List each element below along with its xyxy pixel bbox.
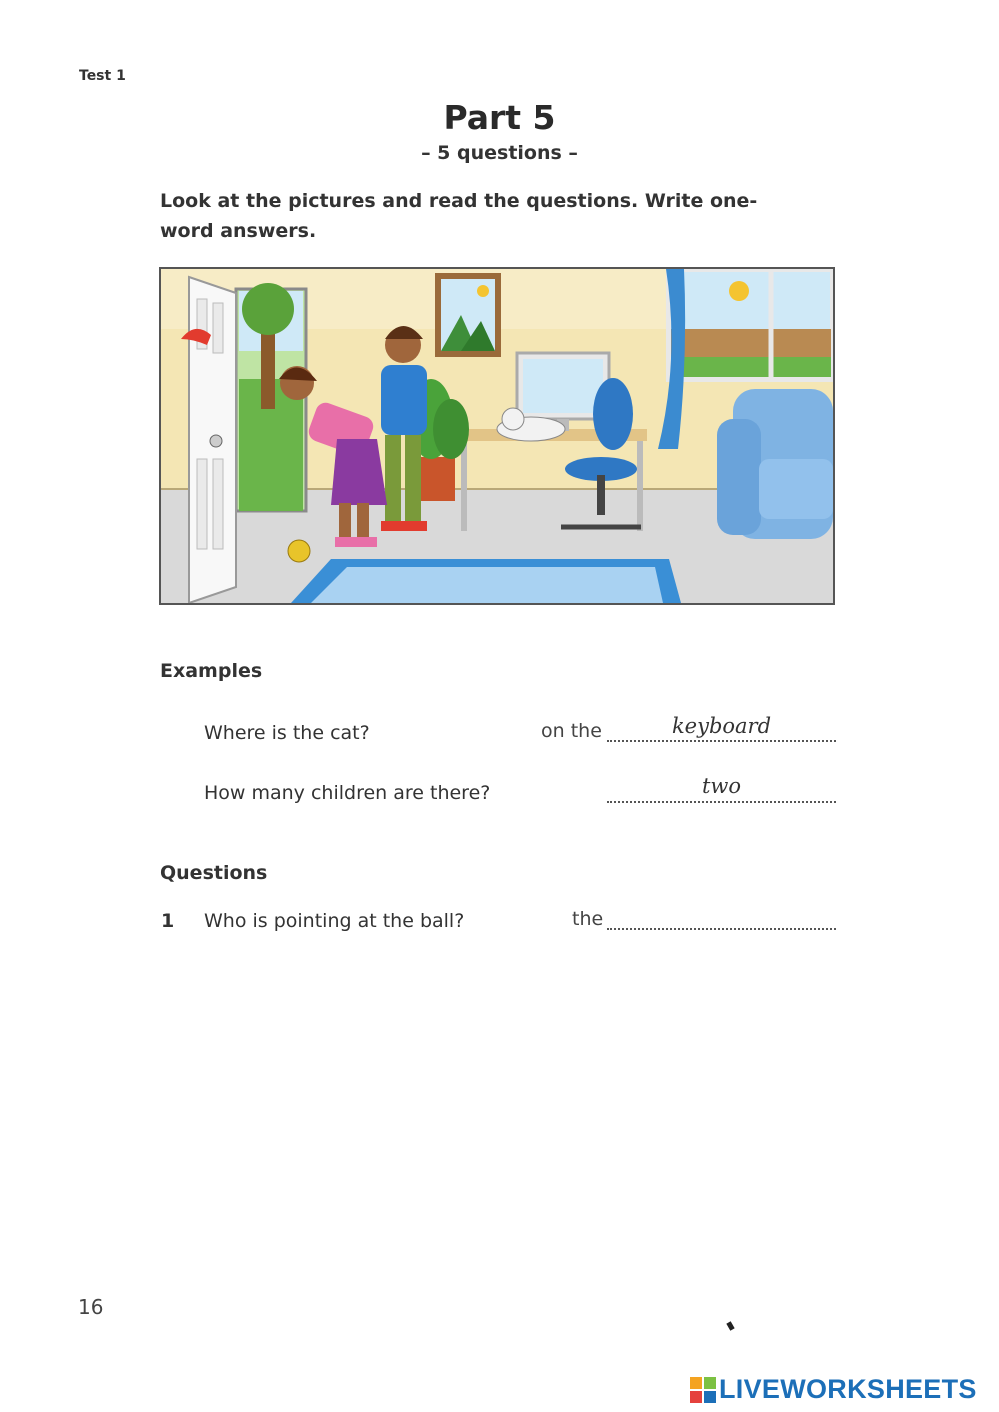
brand-logo — [690, 1374, 977, 1405]
question-1: Who is pointing at the ball? — [204, 910, 465, 932]
stray-mark — [726, 1321, 734, 1330]
scene-illustration — [159, 267, 835, 605]
test-label: Test 1 — [79, 68, 126, 84]
page-subtitle: – 5 questions – — [421, 142, 578, 164]
living-room-picture — [161, 269, 833, 603]
question-answer-line-1 — [607, 926, 836, 930]
question-answer-input-1[interactable] — [607, 900, 836, 926]
example-answer-1: keyboard — [671, 714, 772, 738]
page-title: Part 5 — [443, 98, 556, 137]
example-answer-prefix-1: on the — [541, 720, 602, 742]
brand-name: LIVEWORKSHEETS — [719, 1374, 977, 1404]
example-question-2: How many children are there? — [204, 782, 491, 804]
example-question-1: Where is the cat? — [204, 722, 370, 744]
page-number: 16 — [78, 1295, 104, 1319]
examples-heading: Examples — [160, 660, 263, 682]
example-answer-2: two — [701, 774, 742, 798]
questions-heading: Questions — [160, 862, 268, 884]
liveworksheets-icon — [690, 1377, 716, 1403]
example-answer-line-1 — [607, 738, 836, 742]
instructions: Look at the pictures and read the questions. Write one-word answers. — [160, 190, 758, 242]
example-answer-line-2 — [607, 799, 836, 803]
question-answer-prefix-1: the — [572, 908, 604, 930]
question-number-1: 1 — [161, 910, 175, 932]
